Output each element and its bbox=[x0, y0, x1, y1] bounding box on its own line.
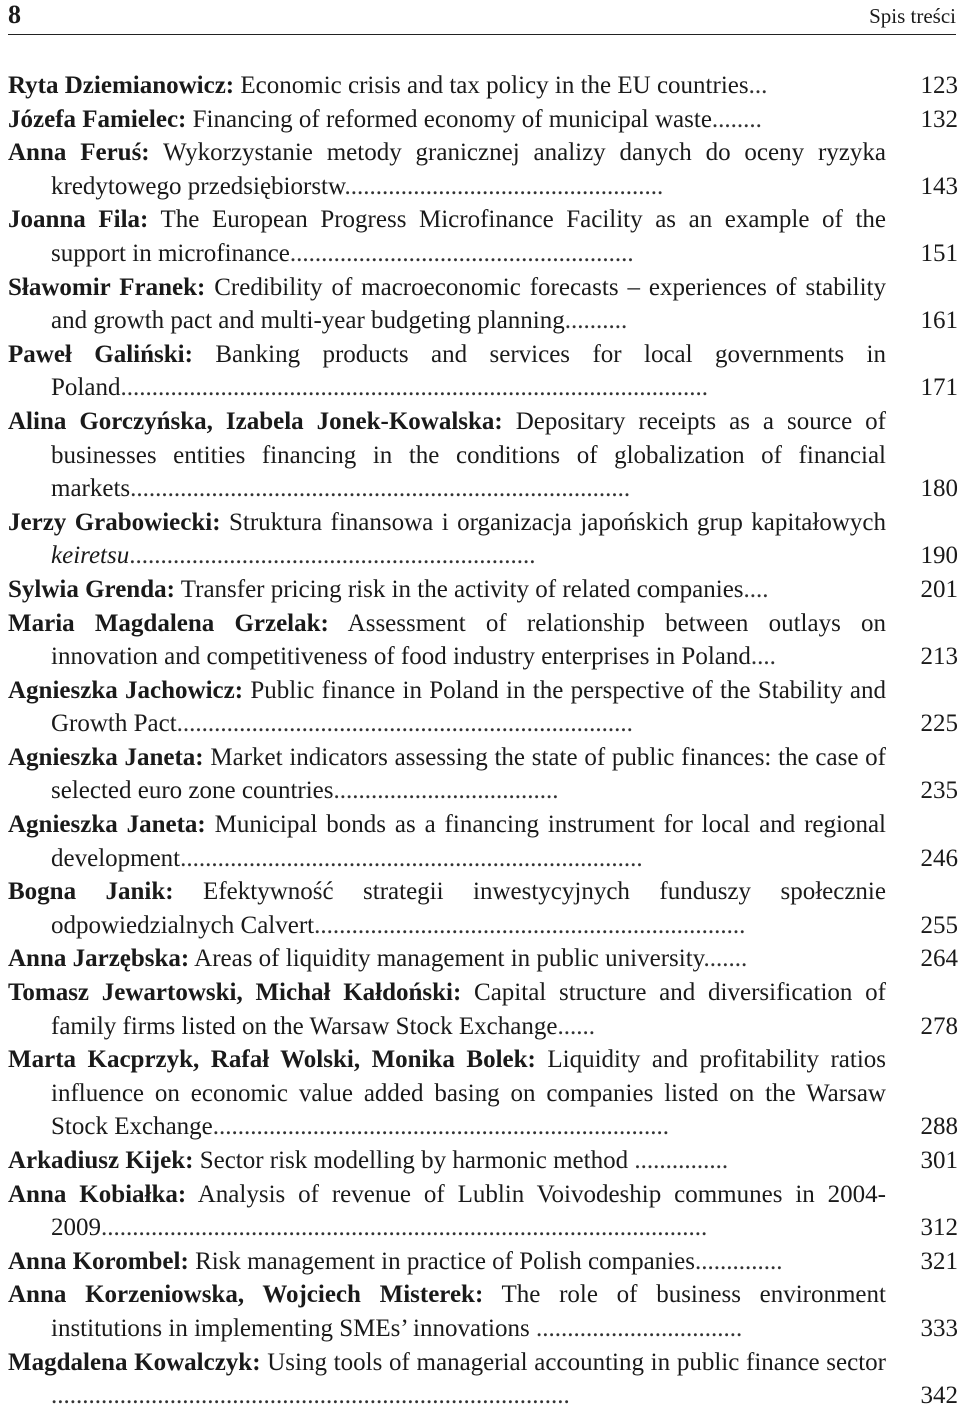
toc-entry-text bbox=[8, 1278, 886, 1345]
toc-entry bbox=[8, 1144, 958, 1178]
toc-entry bbox=[8, 674, 958, 741]
toc-leader-dots: ..................................................................... bbox=[314, 911, 746, 939]
toc-entry bbox=[8, 976, 958, 1043]
toc-entry-authors: Sławomir Franek: bbox=[8, 273, 206, 301]
toc-entry-title: Financing of reformed economy of municipal waste bbox=[186, 105, 712, 133]
toc-entry-page: 151 bbox=[920, 239, 958, 267]
toc-entry bbox=[8, 607, 958, 674]
toc-entry-title: Public finance in Poland in the perspective of the Stability and Growth Pact bbox=[51, 676, 886, 738]
toc-entry-authors: Marta Kacprzyk, Rafał Wolski, Monika Bolek: bbox=[8, 1046, 536, 1074]
toc-entry bbox=[8, 808, 958, 875]
toc-entry-page: 264 bbox=[920, 945, 958, 973]
toc-entry-text bbox=[8, 1043, 886, 1144]
toc-entry-title: Struktura finansowa i organizacja japońskich grup kapitałowych bbox=[220, 508, 886, 536]
toc-entry-page: 143 bbox=[920, 172, 958, 200]
toc-leader-dots: .................................... bbox=[333, 777, 559, 805]
toc-leader-dots: ......................................................................... bbox=[212, 1113, 670, 1141]
toc-entry bbox=[8, 1278, 958, 1345]
toc-entry-text bbox=[8, 875, 886, 942]
toc-entry-authors: Paweł Galiński: bbox=[8, 340, 193, 368]
toc-entry-authors: Joanna Fila: bbox=[8, 206, 149, 234]
toc-entry bbox=[8, 1245, 958, 1279]
toc-entry-text bbox=[8, 741, 886, 808]
page-number: 8 bbox=[8, 0, 21, 29]
toc-entry-authors: Anna Kobiałka: bbox=[8, 1180, 187, 1208]
toc-entry-text bbox=[8, 405, 886, 506]
toc-entry-text bbox=[8, 674, 886, 741]
toc-entry-text bbox=[8, 942, 886, 976]
toc-entry-title: Sector risk modelling by harmonic method bbox=[193, 1147, 635, 1174]
toc-entry-title: Risk management in practice of Polish companies bbox=[188, 1247, 695, 1275]
toc-entry-title: Efektywność strategii inwestycyjnych funduszy społecznie odpowiedzialnych Calvert bbox=[51, 878, 886, 939]
toc-entry bbox=[8, 1043, 958, 1144]
toc-entry-page: 235 bbox=[920, 777, 958, 805]
toc-entry-page: 278 bbox=[920, 1012, 958, 1040]
toc-entry-authors: Maria Magdalena Grzelak: bbox=[8, 609, 329, 637]
toc-entry-text bbox=[8, 1178, 886, 1245]
toc-entry-text bbox=[8, 607, 886, 674]
toc-entry-authors: Magdalena Kowalczyk: bbox=[8, 1348, 261, 1376]
toc-entry-page: 225 bbox=[920, 710, 958, 738]
toc-entry bbox=[8, 506, 958, 573]
toc-leader-dots: ......................................................................... bbox=[176, 710, 633, 738]
toc-leader-dots: ............... bbox=[634, 1147, 729, 1174]
toc-entry-page: 213 bbox=[920, 643, 958, 671]
toc-entry-title: The European Progress Microfinance Facility as an example of the support in microfinance bbox=[51, 206, 886, 267]
toc-leader-dots: ........ bbox=[711, 105, 762, 133]
toc-entry-authors: Józefa Famielec: bbox=[8, 105, 187, 133]
toc-entry-authors: Anna Feruś: bbox=[8, 139, 150, 167]
toc-entry-authors: Jerzy Grabowiecki: bbox=[8, 508, 221, 536]
toc-entry-title: Banking products and services for local governments in Poland bbox=[51, 340, 887, 402]
toc-entry bbox=[8, 338, 958, 405]
toc-entry-page: 321 bbox=[920, 1247, 958, 1275]
toc-leader-dots: ....... bbox=[703, 945, 748, 973]
toc-leader-dots: ... bbox=[748, 72, 768, 99]
toc-entry bbox=[8, 1178, 958, 1245]
toc-entry-text bbox=[8, 1144, 886, 1178]
toc-entry-title: Transfer pricing risk in the activity of related companies bbox=[174, 575, 744, 603]
toc-entry-text bbox=[8, 103, 886, 137]
toc-entry bbox=[8, 103, 958, 137]
toc-entry-title-italic: keiretsu bbox=[51, 542, 130, 570]
toc-entry-page: 312 bbox=[920, 1214, 958, 1242]
toc-entry-text bbox=[8, 1245, 886, 1279]
toc-entry bbox=[8, 203, 958, 270]
toc-entry bbox=[8, 405, 958, 506]
toc-entry bbox=[8, 69, 958, 103]
toc-entry-authors: Agnieszka Janeta: bbox=[8, 811, 206, 839]
toc-entry-authors: Tomasz Jewartowski, Michał Kałdoński: bbox=[8, 979, 462, 1007]
toc-entry-text bbox=[8, 573, 886, 607]
toc-leader-dots: ................................. bbox=[535, 1314, 743, 1342]
toc-entry-text bbox=[8, 271, 886, 338]
toc-leader-dots: .............................................................................................. bbox=[120, 374, 708, 402]
toc-entry-title: Liquidity and profitability ratios influence on economic value added basing on companies listed on the Warsaw Stock Exchange bbox=[51, 1046, 886, 1141]
toc-leader-dots: ....................................................... bbox=[289, 239, 634, 267]
toc-entry-page: 246 bbox=[920, 844, 958, 872]
toc-entry-authors: Agnieszka Janeta: bbox=[8, 743, 204, 771]
toc-entry-text bbox=[8, 69, 886, 103]
toc-leader-dots: ................................................... bbox=[344, 172, 664, 200]
toc-entry-page: 171 bbox=[920, 374, 958, 402]
toc-entry-title: Using tools of managerial accounting in public finance sector bbox=[260, 1348, 886, 1376]
toc-entry-authors: Arkadiusz Kijek: bbox=[8, 1147, 194, 1174]
toc-leader-dots: ................................................................................ bbox=[130, 475, 631, 503]
running-head: Spis treści bbox=[869, 4, 956, 28]
toc-entry-page: 190 bbox=[920, 542, 958, 570]
toc-entry-title: Assessment of relationship between outlays on innovation and competitiveness of food industry enterprises in Poland bbox=[51, 609, 886, 671]
toc-entry-page: 301 bbox=[920, 1147, 958, 1174]
toc-leader-dots: ...... bbox=[557, 1012, 595, 1040]
toc-entry-authors: Anna Korombel: bbox=[8, 1247, 189, 1275]
toc-leader-dots: .... bbox=[750, 643, 776, 671]
toc-entry-text bbox=[8, 808, 886, 875]
toc-entry-title: Capital structure and diversification of family firms listed on the Warsaw Stock Exchange bbox=[51, 979, 886, 1040]
toc-entry-authors: Anna Jarzębska: bbox=[8, 945, 190, 973]
toc-entry-authors: Sylwia Grenda: bbox=[8, 575, 175, 603]
toc-entry-authors: Bogna Janik: bbox=[8, 878, 174, 906]
toc-leader-dots: .... bbox=[743, 575, 769, 603]
toc-entry-page: 132 bbox=[920, 105, 958, 133]
toc-leader-dots: .......................................................................... bbox=[180, 844, 643, 872]
toc-entry-text bbox=[8, 338, 886, 405]
toc-entry bbox=[8, 573, 958, 607]
toc-entry-title: Wykorzystanie metody granicznej analizy danych do oceny ryzyka kredytowego przedsiębiorstw bbox=[51, 139, 886, 200]
toc-leader-dots: ................................................................. bbox=[129, 542, 536, 570]
toc-entry-page: 255 bbox=[920, 911, 958, 939]
toc-entry-text bbox=[8, 203, 886, 270]
toc-entry-page: 123 bbox=[920, 72, 958, 99]
toc-entry-title: Depositary receipts as a source of businesses entities financing in the conditions of globalization of financial markets bbox=[51, 407, 887, 503]
toc-entry bbox=[8, 1346, 958, 1413]
toc-entry-text bbox=[8, 976, 886, 1043]
toc-entry-page: 180 bbox=[920, 475, 958, 503]
toc-entry bbox=[8, 741, 958, 808]
toc-entry-page: 161 bbox=[920, 307, 958, 335]
toc-entry bbox=[8, 942, 958, 976]
toc-entry-title: The role of business environment institutions in implementing SMEs’ innovations bbox=[51, 1281, 886, 1342]
toc-entry-title: Market indicators assessing the state of public finances: the case of selected euro zone countries bbox=[51, 743, 886, 805]
toc-entry-title: Analysis of revenue of Lublin Voivodeship communes in 2004-2009 bbox=[51, 1180, 886, 1242]
toc-leader-dots: .......... bbox=[564, 307, 628, 335]
toc-entry bbox=[8, 136, 958, 203]
toc-entry-page: 288 bbox=[920, 1113, 958, 1141]
page-header bbox=[8, 0, 956, 35]
toc-entry-page: 342 bbox=[920, 1382, 958, 1410]
toc-entry-title: Credibility of macroeconomic forecasts – experiences of stability and growth pact and multi-year budgeting planning bbox=[51, 273, 887, 335]
toc-entry-authors: Anna Korzeniowska, Wojciech Misterek: bbox=[8, 1281, 484, 1309]
toc-entry-page: 201 bbox=[920, 575, 958, 603]
toc-entry-text bbox=[8, 136, 886, 203]
toc-entry-page: 333 bbox=[920, 1314, 958, 1342]
table-of-contents bbox=[8, 69, 958, 1413]
toc-leader-dots: ................................................................................................. bbox=[101, 1214, 708, 1242]
toc-entry-title: Economic crisis and tax policy in the EU countries bbox=[234, 72, 749, 99]
toc-entry-text bbox=[8, 1346, 886, 1413]
toc-leader-dots: .............. bbox=[694, 1247, 783, 1275]
toc-entry-authors: Alina Gorczyńska, Izabela Jonek-Kowalska: bbox=[8, 407, 503, 435]
toc-leader-dots: ................................................................................... bbox=[51, 1382, 570, 1410]
toc-entry-authors: Ryta Dziemianowicz: bbox=[8, 72, 235, 99]
toc-entry-title: Municipal bonds as a financing instrument for local and regional development bbox=[51, 811, 886, 872]
toc-entry bbox=[8, 271, 958, 338]
toc-entry-title: Areas of liquidity management in public university bbox=[189, 945, 704, 973]
toc-entry bbox=[8, 875, 958, 942]
toc-entry-text bbox=[8, 506, 886, 573]
toc-entry-authors: Agnieszka Jachowicz: bbox=[8, 676, 244, 704]
